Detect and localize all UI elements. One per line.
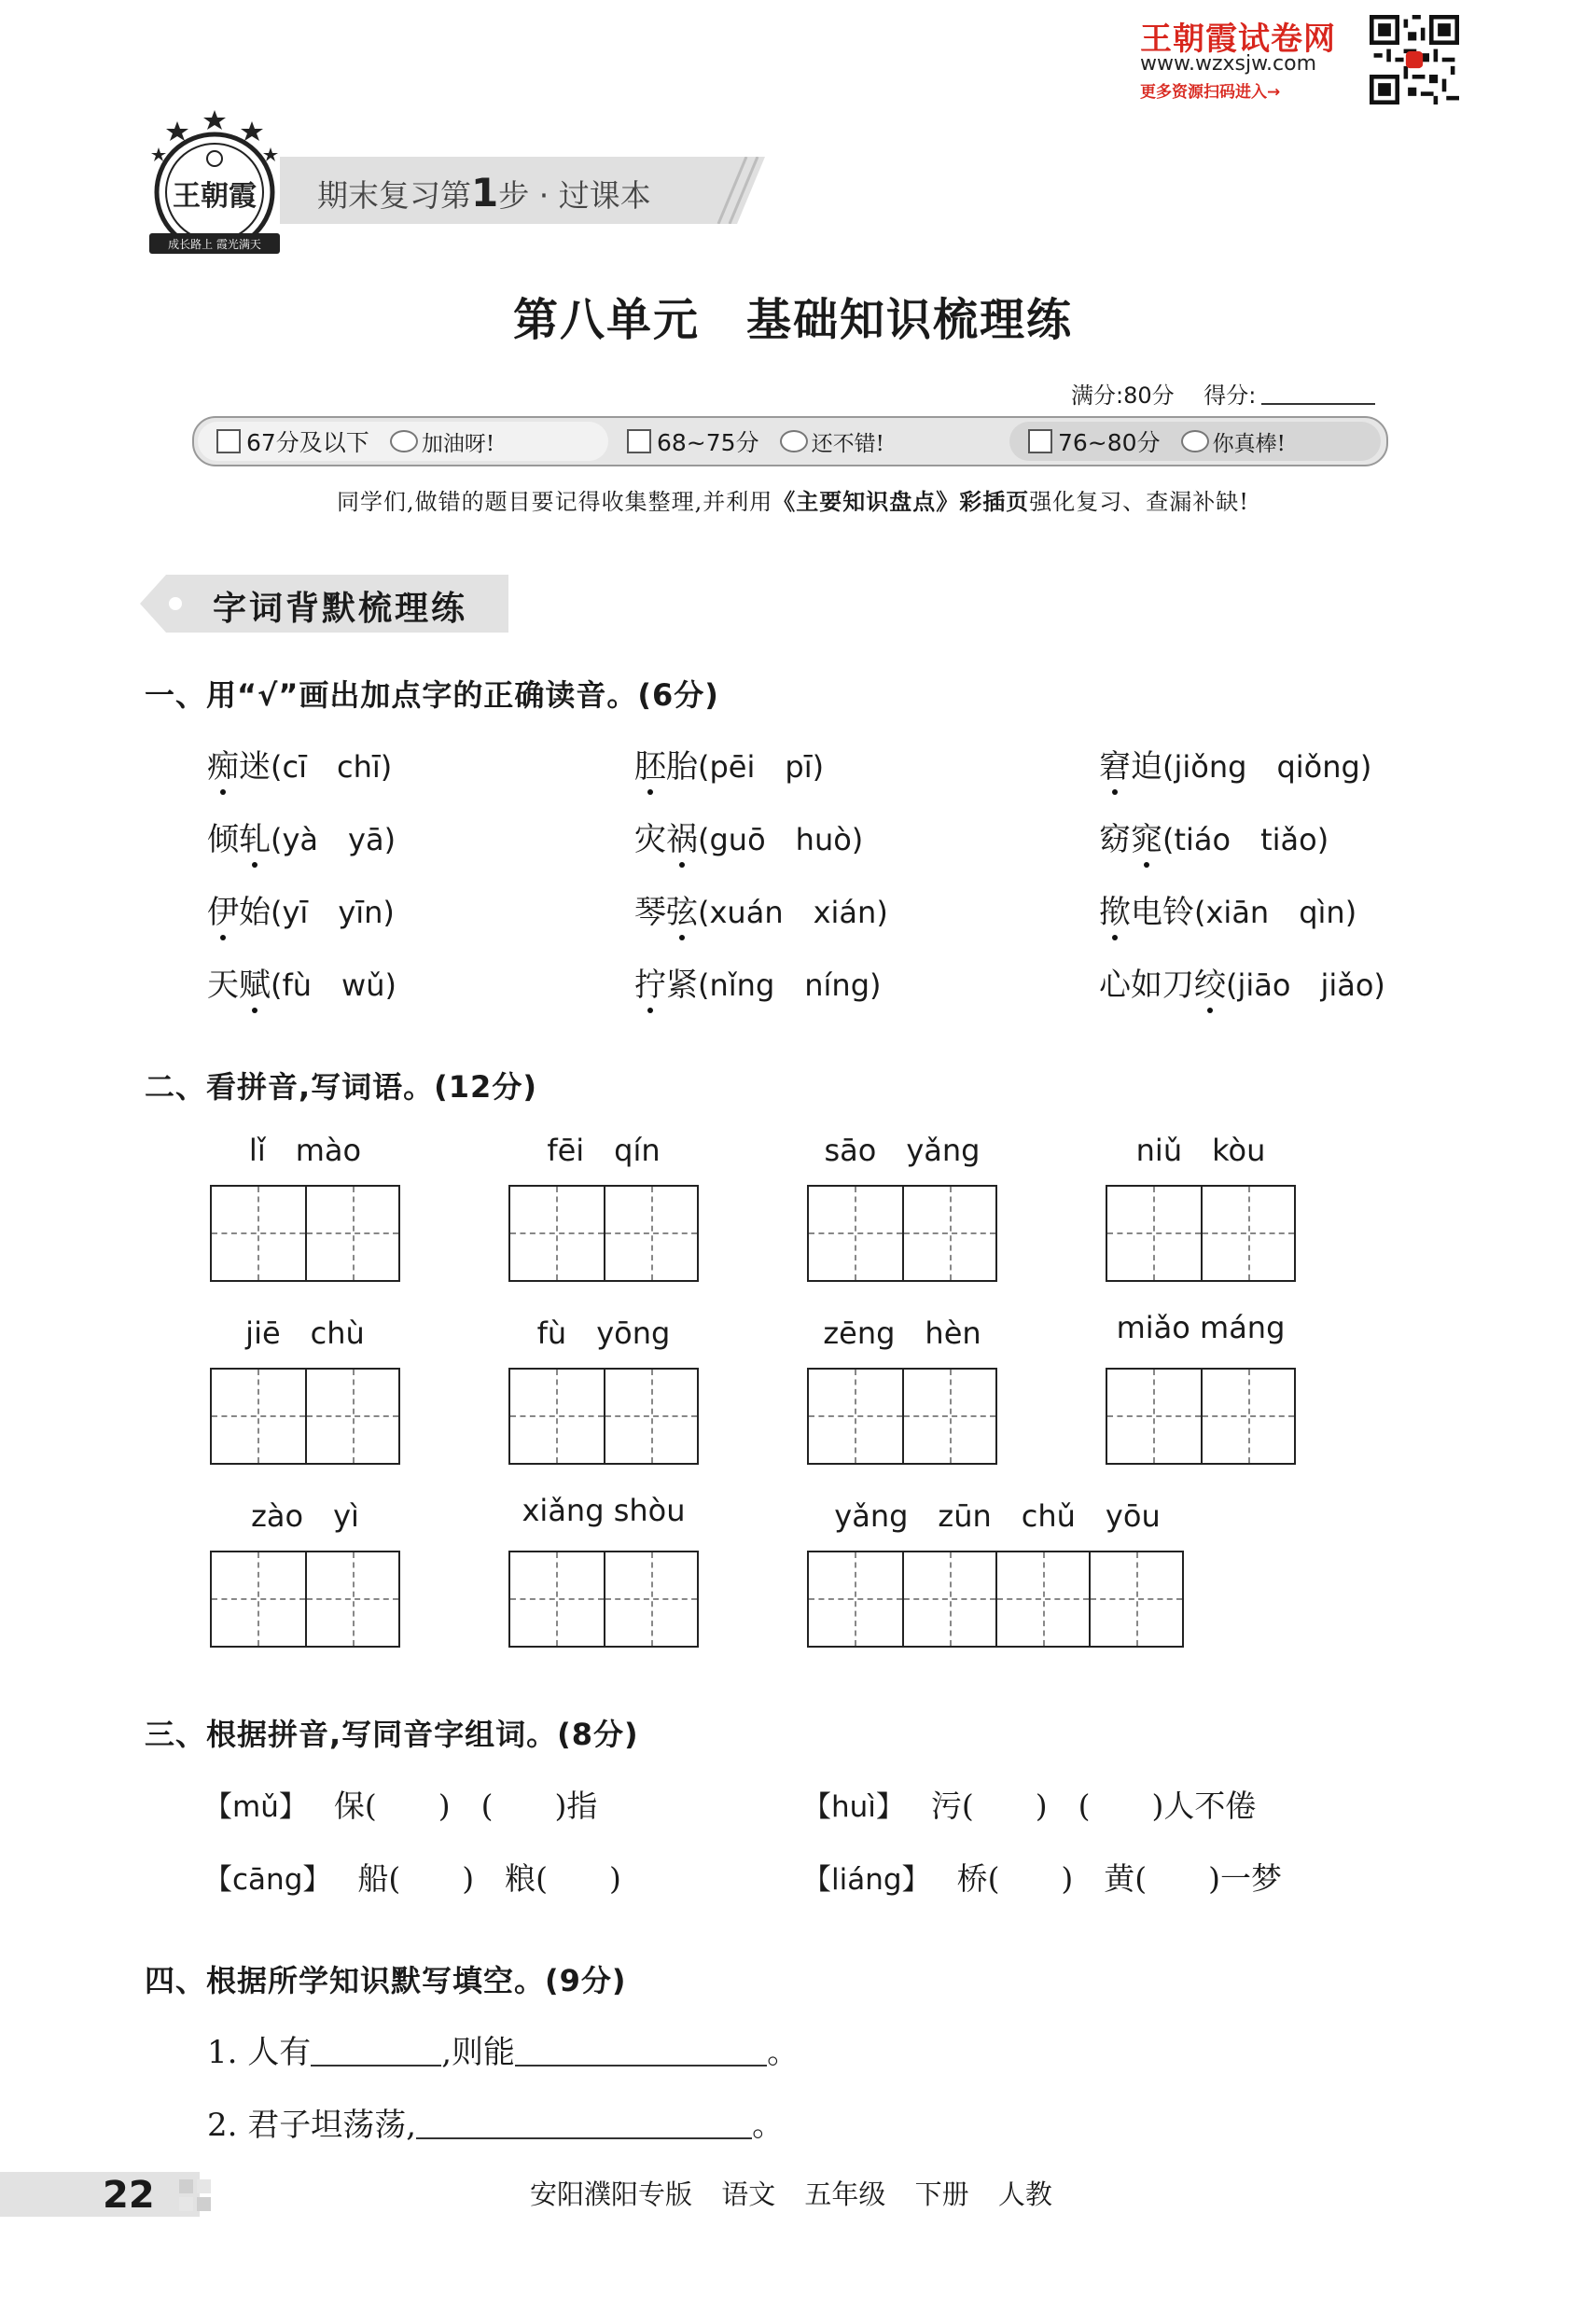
footer-info: 安阳濮阳专版 语文 五年级 下册 人教 (530, 2178, 1052, 2210)
writing-cell[interactable] (510, 1370, 604, 1463)
writing-cell[interactable] (1201, 1187, 1294, 1280)
writing-cell[interactable] (902, 1370, 995, 1463)
note-bold: 《主要知识盘点》彩插页 (772, 489, 1030, 515)
writing-grid (508, 1551, 699, 1648)
dotted-char: 赋 (239, 967, 271, 1004)
note-part2: 强化复习、查漏补缺! (1029, 489, 1249, 515)
score-label: 得分: (1203, 383, 1257, 409)
word-text: 始 (239, 894, 271, 931)
footer-decoration-icon (179, 2179, 211, 2211)
pinyin-options[interactable]: (fù wǔ) (271, 967, 396, 1003)
q1-item (634, 814, 863, 859)
dotted-char: 绞 (1194, 967, 1226, 1004)
pinyin-options[interactable]: (nǐng níng) (698, 967, 882, 1003)
q3-row (802, 1855, 1282, 1899)
word-text: 心如刀 (1099, 967, 1194, 1004)
writing-grid (508, 1185, 699, 1282)
dotted-char: 揿 (1099, 894, 1131, 931)
q3-row (203, 1782, 597, 1826)
writing-cell[interactable] (604, 1370, 697, 1463)
writing-cell[interactable] (212, 1552, 305, 1646)
pinyin-options[interactable]: (xuán xián) (698, 895, 888, 930)
word-text: 紧 (666, 967, 698, 1004)
pinyin-label: zào yì (251, 1498, 359, 1534)
q1-item (634, 959, 882, 1005)
rating-option-1[interactable] (198, 422, 608, 461)
banner-suffix: 步 · 过课本 (498, 177, 651, 214)
pinyin-options[interactable]: (tiáo tiǎo) (1162, 822, 1329, 857)
writing-cell[interactable] (902, 1552, 995, 1646)
rating-encourage: 加油呀! (421, 431, 495, 456)
word-text: 天 (207, 967, 239, 1004)
q3-row (802, 1782, 1256, 1826)
q3-tag: 【huì】 (802, 1790, 891, 1824)
writing-cell[interactable] (995, 1552, 1089, 1646)
pinyin-options[interactable]: (guō huò) (698, 822, 864, 857)
rating-range: 76~80分 (1058, 429, 1161, 456)
q3-tag: 【mǔ】 (203, 1790, 294, 1824)
q1-item (634, 886, 888, 932)
dotted-char: 拧 (634, 967, 666, 1004)
rating-checkbox[interactable] (1028, 429, 1052, 453)
brand-url[interactable]: www.wzxsjw.com (1140, 52, 1317, 76)
writing-cell[interactable] (604, 1187, 697, 1280)
face-icon (390, 430, 418, 452)
q4-text: 2. 君子坦荡荡, (207, 2107, 417, 2144)
pinyin-label: fù yōng (536, 1315, 671, 1351)
step-banner (317, 170, 651, 216)
pinyin-options[interactable]: (cī chī) (271, 749, 393, 785)
pinyin-options[interactable]: (xiān qìn) (1194, 895, 1357, 930)
q4-text: 。 (752, 2107, 785, 2144)
writing-cell[interactable] (902, 1187, 995, 1280)
page-title: 第八单元 基础知识梳理练 (512, 294, 1073, 346)
word-text: 迫 (1131, 748, 1162, 786)
word-text: 窈 (1099, 821, 1131, 858)
q1-item (1099, 741, 1371, 786)
note-part1: 同学们,做错的题目要记得收集整理,并利用 (337, 489, 773, 515)
writing-cell[interactable] (212, 1370, 305, 1463)
brand-logo (140, 101, 289, 261)
dotted-char: 轧 (239, 821, 271, 858)
q3-text[interactable]: 船( ) 粮( ) (357, 1860, 621, 1897)
dotted-char: 窕 (1131, 821, 1162, 858)
pinyin-label: fēi qín (547, 1133, 661, 1168)
q1-item (1099, 886, 1356, 932)
face-icon (780, 430, 808, 452)
footer-band (0, 2172, 200, 2217)
q2-heading: 二、看拼音,写词语。(12分) (145, 1069, 537, 1105)
fill-blank[interactable] (515, 2037, 767, 2067)
rating-bar (192, 416, 1388, 466)
q1-item (207, 814, 396, 859)
dotted-char: 祸 (666, 821, 698, 858)
writing-cell[interactable] (809, 1187, 902, 1280)
rating-option-3[interactable] (1009, 422, 1381, 461)
pinyin-label: miǎo máng (1116, 1310, 1286, 1345)
pinyin-label: xiǎng shòu (522, 1493, 686, 1528)
word-text: 琴 (634, 894, 666, 931)
q4-text: 1. 人有 (207, 2034, 312, 2071)
pinyin-options[interactable]: (jiǒng qiǒng) (1162, 749, 1372, 785)
pinyin-label: jiē chù (245, 1315, 365, 1351)
brand-hint: 更多资源扫码进入→ (1140, 83, 1281, 102)
banner-prefix: 期末复习第 (317, 177, 471, 214)
q3-tag: 【cāng】 (203, 1863, 317, 1897)
pinyin-label: sāo yǎng (824, 1133, 981, 1168)
q3-heading: 三、根据拼音,写同音字组词。(8分) (145, 1717, 639, 1752)
word-text: 电铃 (1131, 894, 1194, 931)
pinyin-label: lǐ mào (248, 1133, 362, 1168)
fill-blank[interactable] (416, 2109, 752, 2139)
pinyin-options[interactable]: (pēi pī) (698, 749, 825, 785)
q4-line-1 (207, 2026, 799, 2072)
writing-grid (508, 1368, 699, 1465)
writing-grid (210, 1368, 400, 1465)
rating-checkbox[interactable] (627, 429, 651, 453)
score-line (1071, 377, 1375, 410)
instruction-note (0, 483, 1586, 516)
writing-grid (210, 1185, 400, 1282)
word-text: 迷 (239, 748, 271, 786)
dotted-char: 痴 (207, 748, 239, 786)
page-number: 22 (103, 2174, 155, 2217)
qr-code-icon[interactable] (1370, 15, 1459, 104)
writing-cell[interactable] (809, 1370, 902, 1463)
face-icon (1181, 430, 1209, 452)
writing-cell[interactable] (305, 1187, 398, 1280)
writing-cell[interactable] (212, 1187, 305, 1280)
q4-heading: 四、根据所学知识默写填空。(9分) (145, 1963, 627, 1998)
full-score: 满分:80分 (1071, 383, 1175, 409)
q3-text[interactable]: 污( ) ( )人不倦 (930, 1788, 1257, 1824)
dotted-char: 弦 (666, 894, 698, 931)
writing-cell[interactable] (604, 1552, 697, 1646)
q1-heading: 一、用“√”画出加点字的正确读音。(6分) (145, 677, 719, 713)
writing-grid (807, 1551, 1184, 1648)
q1-item (1099, 959, 1385, 1005)
writing-grid (807, 1368, 997, 1465)
writing-cell[interactable] (1089, 1552, 1182, 1646)
rating-range: 68~75分 (657, 429, 759, 456)
score-blank[interactable] (1261, 383, 1375, 405)
q1-item (207, 959, 396, 1005)
q3-tag: 【liáng】 (802, 1863, 917, 1897)
writing-cell[interactable] (305, 1370, 398, 1463)
writing-cell[interactable] (510, 1187, 604, 1280)
writing-grid (807, 1185, 997, 1282)
dotted-char: 胚 (634, 748, 666, 786)
word-text: 灾 (634, 821, 666, 858)
rating-range: 67分及以下 (246, 429, 369, 456)
q1-item (1099, 814, 1329, 859)
rating-encourage: 你真棒! (1212, 431, 1286, 456)
pinyin-label: zēng hèn (823, 1315, 981, 1351)
word-text: 胎 (666, 748, 698, 786)
writing-cell[interactable] (510, 1552, 604, 1646)
pinyin-label: yǎng zūn chǔ yōu (834, 1498, 1161, 1534)
q4-text: ,则能 (441, 2034, 516, 2071)
q1-item (207, 741, 392, 786)
writing-grid (1106, 1368, 1296, 1465)
brand-title: 王朝霞试卷网 (1140, 21, 1336, 58)
writing-grid (1106, 1185, 1296, 1282)
banner-step: 1 (471, 170, 499, 216)
writing-cell[interactable] (1107, 1187, 1201, 1280)
section-title: 字词背默梳理练 (213, 590, 468, 628)
writing-cell[interactable] (809, 1552, 902, 1646)
pinyin-options[interactable]: (yī yīn) (271, 895, 395, 930)
q1-item (634, 741, 824, 786)
q4-line-2 (207, 2099, 784, 2145)
word-text: 倾 (207, 821, 239, 858)
rating-option-2[interactable] (608, 422, 1009, 461)
logo-name: 王朝霞 (173, 180, 257, 213)
rating-encourage: 还不错! (811, 431, 884, 456)
dotted-char: 窘 (1099, 748, 1131, 786)
pinyin-options[interactable]: (yà yā) (271, 822, 396, 857)
rating-checkbox[interactable] (216, 429, 241, 453)
q1-item (207, 886, 395, 932)
dotted-char: 伊 (207, 894, 239, 931)
q3-text[interactable]: 桥( ) 黄( )一梦 (956, 1860, 1283, 1897)
writing-cell[interactable] (1107, 1370, 1201, 1463)
q3-text[interactable]: 保( ) ( )指 (333, 1788, 598, 1824)
writing-cell[interactable] (305, 1552, 398, 1646)
writing-grid (210, 1551, 400, 1648)
logo-motto: 成长路上 霞光满天 (168, 238, 261, 251)
pinyin-label: niǔ kòu (1135, 1133, 1266, 1168)
q3-row (203, 1855, 621, 1899)
pinyin-options[interactable]: (jiāo jiǎo) (1226, 967, 1385, 1003)
q4-text: 。 (767, 2034, 800, 2071)
fill-blank[interactable] (311, 2037, 441, 2067)
writing-cell[interactable] (1201, 1370, 1294, 1463)
